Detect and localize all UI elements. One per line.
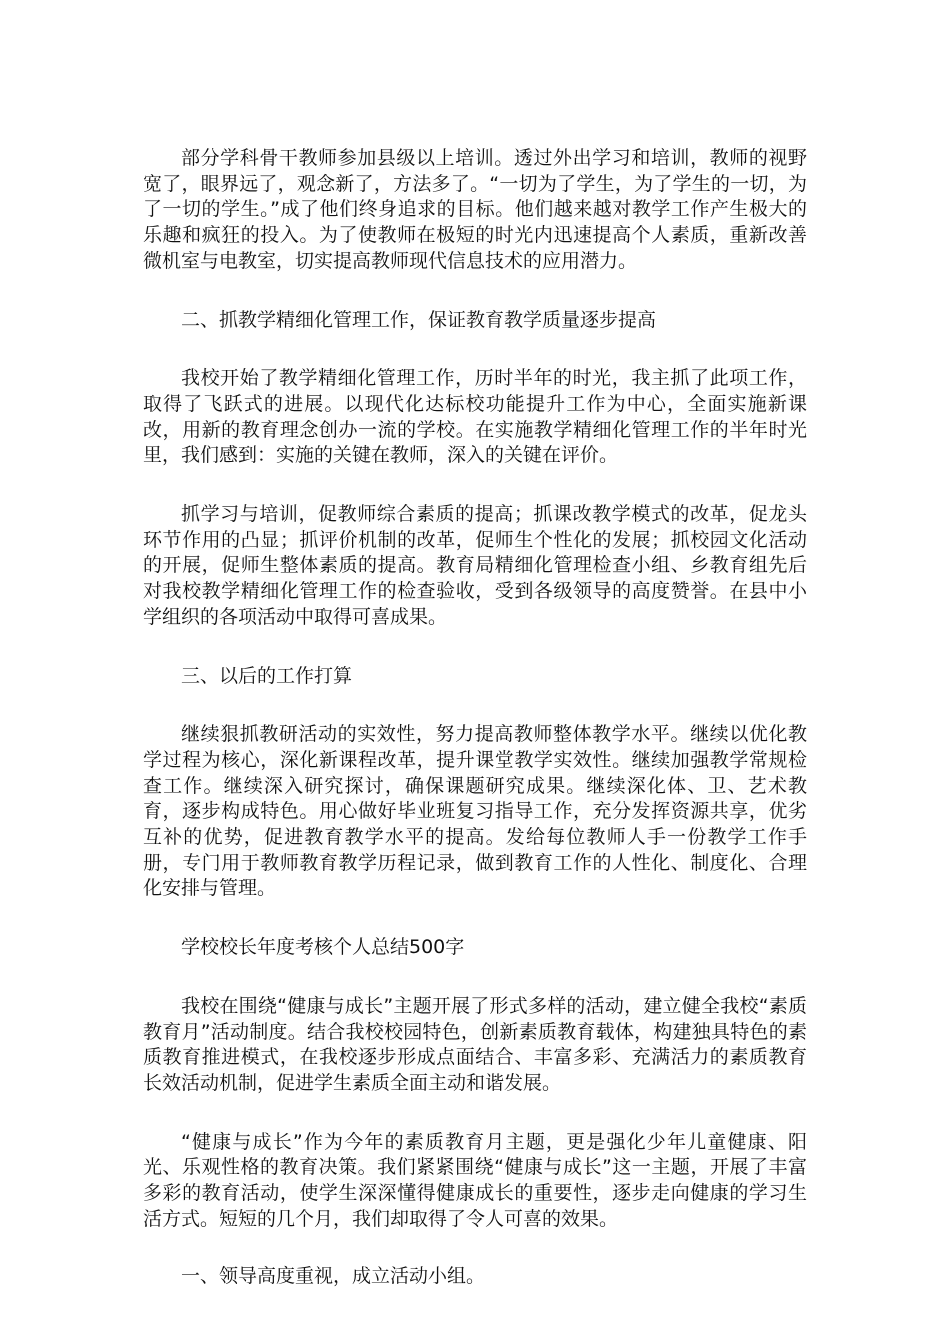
paragraph: 继续狠抓教研活动的实效性，努力提高教师整体教学水平。继续以优化教学过程为核心，深化新课程改革，提升课堂教学实效性。继续加强教学常规检查工作。继续深入研究探讨，确保课题研究成果。继续深化体、卫、艺术教育，逐步构成特色。用心做好毕业班复习指导工作，充分发挥资源共享，优劣互补的优势，促进教育教学水平的提高。发给每位教师人手一份教学工作手册，专门用于教师教育教学历程记录，做到教育工作的人性化、制度化、合理化安排与管理。 bbox=[143, 723, 807, 900]
paragraph: 部分学科骨干教师参加县级以上培训。透过外出学习和培训，教师的视野宽了，眼界远了，观念新了，方法多了。“一切为了学生，为了学生的一切，为了一切的学生。”成了他们终身追求的目标。他们越来越对教学工作产生极大的乐趣和疯狂的投入。为了使教师在极短的时光内迅速提高个人素质，重新改善微机室与电教室，切实提高教师现代信息技术的应用潜力。 bbox=[143, 147, 807, 272]
paragraph: 我校在围绕“健康与成长”主题开展了形式多样的活动，建立健全我校“素质教育月”活动制度。结合我校校园特色，创新素质教育载体，构建独具特色的素质教育推进模式，在我校逐步形成点面结合、丰富多彩、充满活力的素质教育长效活动机制，促进学生素质全面主动和谐发展。 bbox=[143, 994, 807, 1094]
paragraph: 我校开始了教学精细化管理工作，历时半年的时光，我主抓了此项工作，取得了飞跃式的进展。以现代化达标校功能提升工作为中心，全面实施新课改，用新的教育理念创办一流的学校。在实施教学精细化管理工作的半年时光里，我们感到：实施的关键在教师，深入的关键在评价。 bbox=[143, 367, 807, 467]
section-heading: 学校校长年度考核个人总结500字 bbox=[181, 936, 465, 959]
section-heading: 一、领导高度重视，成立活动小组。 bbox=[181, 1264, 486, 1287]
section-heading: 三、以后的工作打算 bbox=[181, 664, 353, 687]
section-heading: 二、抓教学精细化管理工作，保证教育教学质量逐步提高 bbox=[181, 308, 657, 331]
paragraph: 抓学习与培训，促教师综合素质的提高；抓课改教学模式的改革，促龙头环节作用的凸显；抓评价机制的改革，促师生个性化的发展；抓校园文化活动的开展，促师生整体素质的提高。教育局精细化管理检查小组、乡教育组先后对我校教学精细化管理工作的检查验收，受到各级领导的高度赞誉。在县中小学组织的各项活动中取得可喜成果。 bbox=[143, 503, 807, 628]
paragraph: “健康与成长”作为今年的素质教育月主题，更是强化少年儿童健康、阳光、乐观性格的教育决策。我们紧紧围绕“健康与成长”这一主题，开展了丰富多彩的教育活动，使学生深深懂得健康成长的重要性，逐步走向健康的学习生活方式。短短的几个月，我们却取得了令人可喜的效果。 bbox=[143, 1130, 807, 1230]
document-body bbox=[143, 146, 807, 1289]
